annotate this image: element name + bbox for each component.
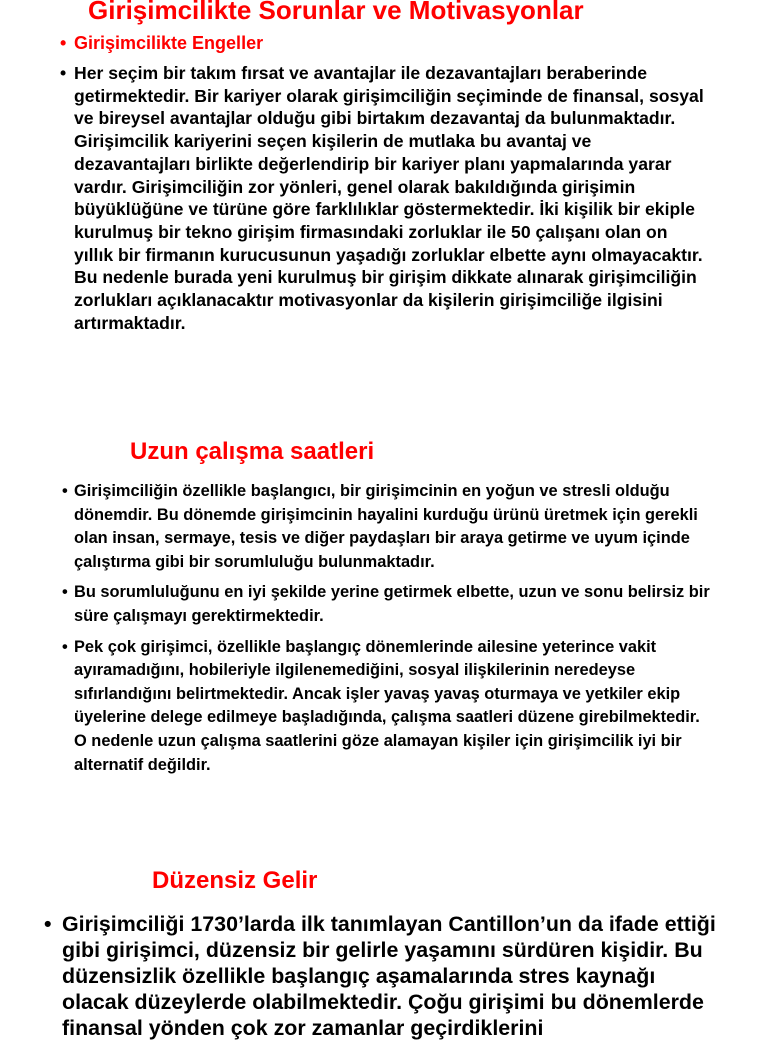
list-item-text: Girişimciliğin özellikle başlangıcı, bir girişimcinin en yoğun ve stresli olduğu dönemdir. Bu dönemde girişimcinin hayalini kurduğu ürünü üretmek için gerekli olan insan, sermaye, tesis ve diğer paydaşları bir araya getirme ve uyum içinde çalıştırma gibi bir sorumluluğu bulunmaktadır. <box>74 482 698 571</box>
list-item-text: Girişimciliği 1730’larda ilk tanımlayan Cantillon’un da ifade ettiği gibi girişimci, düzensiz bir gelirle yaşamını sürdüren kişidir. Bu düzensizlik özellikle başlangıç aşamalarında stres kaynağı olacak düzeylerde olabilmektedir. Çoğu girişimi bu dönemlerde finansal yönden çok zor zamanlar geçirdiklerini <box>62 912 716 1040</box>
list-item-text: Pek çok girişimci, özellikle başlangıç dönemlerinde ailesine yeterince vakit ayıramadığını, hobileriyle ilgilenemediğini, sosyal ilişkilerinin neredeyse sıfırlandığını belirtmektedir. Ancak işler yavaş yavaş oturmaya ve yetkiler ekip üyelerine delege edilmeye başladığında, çalışma saatleri düzene girebilmektedir. O nedenle uzun çalışma saatlerini göze alamayan kişiler için girişimcilik iyi bir alternatif değildir. <box>74 637 700 774</box>
subtitle-text: Girişimcilikte Engeller <box>74 33 264 53</box>
bullet-icon: • <box>62 482 68 500</box>
irregular-income-heading: Düzensiz Gelir <box>152 867 318 894</box>
list-item <box>62 581 712 628</box>
intro-text: Her seçim bir takım fırsat ve avantajlar ile dezavantajları beraberinde getirmektedir. Bir kariyer olarak girişimciliğin seçiminde de finansal, sosyal ve bireysel avantajlar olduğu gibi birtakım dezavantaj da bulunmaktadır. Girişimcilik kariyerini seçen kişilerin de mutlaka bu avantaj ve dezavantajları birlikte değerlendirip bir kariyer planı yapmalarında yarar vardır. Girişimciliğin zor yönleri, genel olarak bakıldığında girişimin büyüklüğüne ve türüne göre farklılıklar göstermektedir. İki kişilik bir ekiple kurulmuş bir tekno girişim firmasındaki zorluklar ile 50 çalışanı olan on yıllık bir firmanın kurucusunun yaşadığı zorluklar elbette aynı olmayacaktır. Bu nedenle burada yeni kurulmuş bir girişim dikkate alınarak girişimciliğin zorlukları açıklanacaktır motivasyonlar da kişilerin girişimciliğe ilgisini artırmaktadır. <box>74 63 704 333</box>
list-item <box>62 636 712 778</box>
intro-paragraph <box>60 62 710 334</box>
list-item-text: Bu sorumluluğunu en iyi şekilde yerine getirmek elbette, uzun ve sonu belirsiz bir süre çalışmayı gerektirmektedir. <box>74 583 710 625</box>
irregular-income-list <box>44 911 724 1041</box>
intro-list <box>60 62 710 334</box>
bullet-icon: • <box>62 637 68 656</box>
long-hours-heading: Uzun çalışma saatleri <box>130 438 375 465</box>
long-hours-list <box>62 480 712 784</box>
subtitle-bullet-item <box>60 31 263 55</box>
list-item <box>44 911 724 1041</box>
bullet-icon: • <box>60 33 67 53</box>
list-item <box>62 480 712 574</box>
bullet-icon: • <box>60 63 67 83</box>
bullet-icon: • <box>62 583 68 602</box>
page-title: Girişimcilikte Sorunlar ve Motivasyonlar <box>88 0 584 25</box>
bullet-icon: • <box>44 912 52 936</box>
